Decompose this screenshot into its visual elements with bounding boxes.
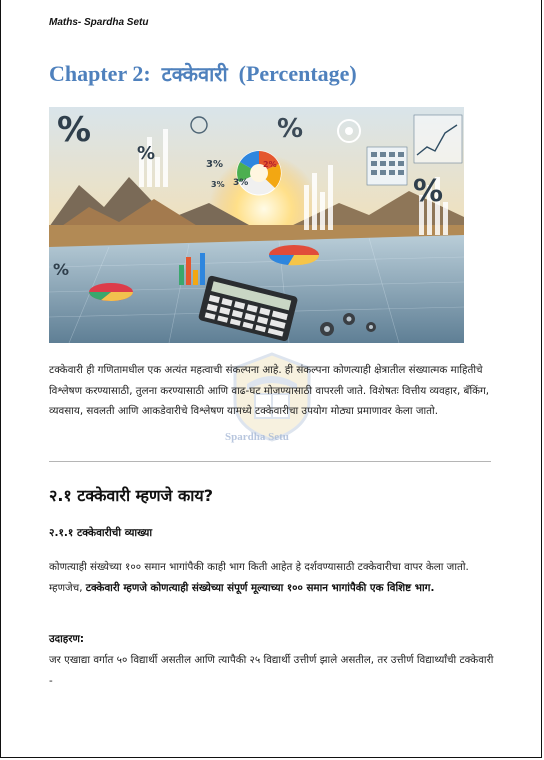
hero-percent-label: 2% xyxy=(263,160,277,169)
hero-illustration xyxy=(49,107,464,343)
example-label: उदाहरण: xyxy=(49,633,85,645)
watermark-text: Spardha Setu xyxy=(225,431,289,443)
chapter-title-marathi: टक्केवारी xyxy=(161,62,228,86)
chapter-title-english: (Percentage) xyxy=(238,61,357,86)
definition-paragraph xyxy=(49,557,495,598)
hero-percent-label: 3% xyxy=(206,159,223,170)
hero-percent-label: % xyxy=(413,174,444,209)
example-paragraph: जर एखाद्या वर्गात ५० विद्यार्थी असतील आणि त्यापैकी २५ विद्यार्थी उत्तीर्ण झाले असतील, तर उत्तीर्ण विद्यार्थ्यांची टक्केवारी - xyxy=(49,654,494,687)
intro-paragraph: टक्केवारी ही गणितामधील एक अत्यंत महत्वाची संकल्पना आहे. ही संकल्पना कोणत्याही क्षेत्रातील संख्यात्मक माहितीचे विश्लेषण करण्यासाठी, तुलना करण्यासाठी आणि वाढ-घट मोजण्यासाठी वापरली जाते. विशेषतः वित्तीय व्यवहार, बँकिंग, व्यवसाय, सवलती आणि आकडेवारीचे विश्लेषण यामध्ये टक्केवारीचा उपयोग मोठ्या प्रमाणावर केला जातो. xyxy=(49,364,490,417)
hero-percent-label: % xyxy=(137,143,156,164)
definition-bold-text: टक्केवारी म्हणजे कोणत्याही संख्येच्या संपूर्ण मूल्याच्या १०० समान भागांपैकी एक विशिष्ट भाग. xyxy=(85,581,435,594)
hero-percent-label: % xyxy=(277,114,304,144)
definition-text: कोणत्याही संख्येच्या १०० समान भागांपैकी काही भाग किती आहेत हे दर्शवण्यासाठी टक्केवारीचा वापर केला जातो. म्हणजेच, xyxy=(49,561,469,594)
section-divider xyxy=(49,461,491,462)
hero-percent-label: % xyxy=(53,260,70,279)
chapter-prefix: Chapter 2: xyxy=(49,61,151,86)
section-heading: २.१ टक्केवारी म्हणजे काय? xyxy=(49,486,213,505)
hero-percent-label: % xyxy=(57,110,92,150)
hero-percent-label: 3% xyxy=(211,180,225,189)
hero-percent-label: 3% xyxy=(233,178,249,188)
page-header: Maths- Spardha Setu xyxy=(49,17,149,28)
chapter-title xyxy=(49,60,357,87)
subsection-heading: २.१.१ टक्केवारीची व्याख्या xyxy=(49,527,153,539)
